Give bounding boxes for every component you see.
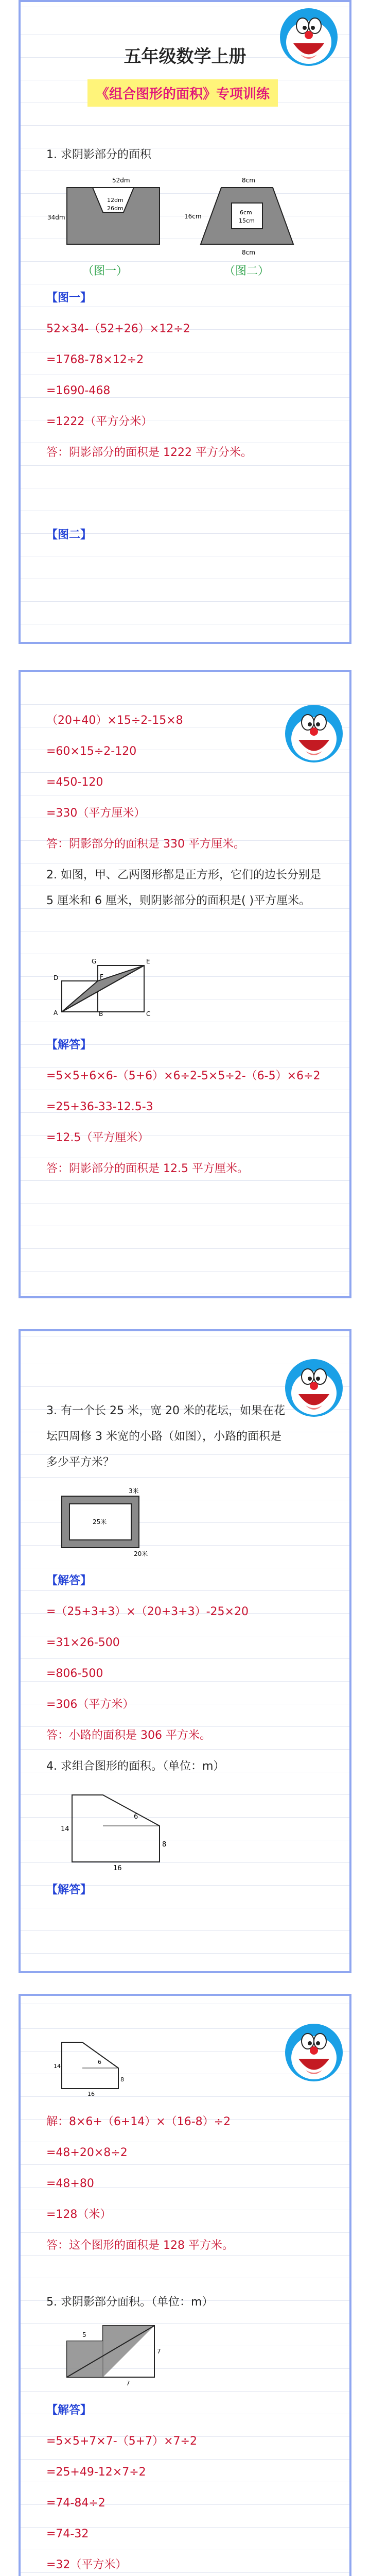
q4-label-d: 14 xyxy=(61,1825,69,1833)
q2-label-a: A xyxy=(54,1009,58,1016)
q4-step-3: =48+80 xyxy=(46,2177,94,2190)
q3-w-label: 25米 xyxy=(93,1518,107,1526)
q2-label-d: D xyxy=(54,974,59,981)
q4-figure-small xyxy=(51,2032,154,2099)
q1-step-3: =1690-468 xyxy=(46,384,111,397)
q4-step-4: =128（米） xyxy=(46,2208,112,2221)
doraemon-icon xyxy=(283,2022,345,2083)
q2-label-e: E xyxy=(146,958,150,965)
doraemon-icon xyxy=(283,703,345,765)
q3-step-2: =31×26-500 xyxy=(46,1636,120,1649)
q1-step-2: =1768-78×12÷2 xyxy=(46,353,144,366)
q3-prompt: 3. 有一个长 25 米，宽 20 米的花坛，如果在花坛四周修 3 米宽的小路（如图），小路的面积是多少平方米？ xyxy=(46,1404,285,1469)
fig2-left-label: 16cm xyxy=(184,213,202,220)
q2-step-3: =12.5（平方厘米） xyxy=(46,1131,149,1144)
q5-prompt: 5. 求阴影部分面积。（单位：m） xyxy=(46,2296,214,2309)
q1-prompt: 1. 求阴影部分的面积 xyxy=(46,148,151,161)
q4-step-1: 解：8×6+（6+14）×（16-8）÷2 xyxy=(46,2115,231,2128)
q2-figure xyxy=(51,950,170,1017)
fig2-inner-label: 15cm xyxy=(239,217,255,224)
q1-caption-2: （图二） xyxy=(224,265,270,278)
q1b-step-4: =330（平方厘米） xyxy=(46,807,146,820)
q4-label-b: 6 xyxy=(134,1813,138,1821)
page-2 xyxy=(19,670,351,1298)
q3-step-4: =306（平方米） xyxy=(46,1698,134,1711)
q1-caption-1: （图一） xyxy=(82,265,128,278)
q2-step-2: =25+36-33-12.5-3 xyxy=(46,1100,153,1113)
q2-answer: 答：阴影部分的面积是 12.5 平方厘米。 xyxy=(46,1162,249,1175)
page-1 xyxy=(19,0,351,644)
q1b-answer: 答：阴影部分的面积是 330 平方厘米。 xyxy=(46,838,245,851)
fig1-b-label: 26dm xyxy=(107,205,124,212)
q4-label-a: 8 xyxy=(162,1841,167,1849)
q2-label-b: B xyxy=(99,1010,103,1018)
q3-step-3: =806-500 xyxy=(46,1667,103,1680)
q5-step-1: =5×5+7×7-（5+7）×7÷2 xyxy=(46,2435,197,2448)
q1-answer-1: 答：阴影部分的面积是 1222 平方分米。 xyxy=(46,446,252,459)
q2-label-g: G xyxy=(92,958,97,965)
q5-figure xyxy=(57,2320,170,2398)
q1-step-1: 52×34-（52+26）×12÷2 xyxy=(46,323,190,335)
fig2-top-label: 8cm xyxy=(242,177,255,184)
q2-prompt: 2. 如图，甲、乙两图形都是正方形，它们的边长分别是 5 厘米和 6 厘米，则阴影部分的面积是( )平方厘米。 xyxy=(46,869,321,907)
q4-prompt: 4. 求组合图形的面积。（单位：m） xyxy=(46,1760,225,1773)
q4s-label-c: 16 xyxy=(87,2091,95,2097)
q1-figure-2 xyxy=(184,172,304,260)
q1b-step-2: =60×15÷2-120 xyxy=(46,745,137,758)
q5-head: 【解答】 xyxy=(46,2404,92,2417)
q3-step-1: =（25+3+3）×（20+3+3）-25×20 xyxy=(46,1605,249,1618)
q4s-label-b: 6 xyxy=(98,2059,101,2065)
q5-label-b: 7 xyxy=(126,2380,130,2387)
q5-step-3: =74-84÷2 xyxy=(46,2497,105,2510)
fig2-mid-label: 6cm xyxy=(240,209,252,216)
q2-label-c: C xyxy=(146,1010,151,1018)
fig1-a-label: 12dm xyxy=(107,197,124,204)
q3-figure xyxy=(51,1486,154,1558)
q1-head-2: 【图二】 xyxy=(46,529,92,541)
q1b-step-3: =450-120 xyxy=(46,776,103,789)
q2-step-1: =5×5+6×6-（5+6）×6÷2-5×5÷2-（6-5）×6÷2 xyxy=(46,1070,321,1082)
q3-h-label: 20米 xyxy=(134,1550,148,1557)
q2-label-f: F xyxy=(100,973,103,980)
q2-head: 【解答】 xyxy=(46,1039,92,1052)
q4-label-c: 16 xyxy=(113,1865,122,1872)
q3-head: 【解答】 xyxy=(46,1574,92,1587)
q1-step-4: =1222（平方分米） xyxy=(46,415,153,428)
q4s-label-d: 14 xyxy=(54,2063,61,2070)
page-subtitle: 《组合图形的面积》专项训练 xyxy=(87,79,278,107)
q3-answer: 答：小路的面积是 306 平方米。 xyxy=(46,1729,211,1742)
q1-figure-1 xyxy=(47,172,170,260)
q4s-label-a: 8 xyxy=(120,2076,124,2083)
q5-label-c: 7 xyxy=(157,2348,161,2355)
q5-step-5: =32（平方米） xyxy=(46,2558,127,2571)
page-4 xyxy=(19,1994,351,2576)
q4-head: 【解答】 xyxy=(46,1884,92,1896)
q1-head-1: 【图一】 xyxy=(46,292,92,304)
doraemon-icon xyxy=(278,6,340,68)
fig2-bottom-label: 8cm xyxy=(242,249,255,256)
q4-answer: 答：这个图形的面积是 128 平方米。 xyxy=(46,2239,234,2252)
q4-figure xyxy=(57,1785,175,1872)
q4-step-2: =48+20×8÷2 xyxy=(46,2146,128,2159)
q5-label-a: 5 xyxy=(82,2331,86,2338)
q5-step-4: =74-32 xyxy=(46,2528,89,2540)
q5-step-2: =25+49-12×7÷2 xyxy=(46,2466,146,2479)
q3-path-label: 3米 xyxy=(129,1487,139,1495)
fig1-top-label: 52dm xyxy=(112,177,130,184)
q1b-step-1: （20+40）×15÷2-15×8 xyxy=(46,714,183,727)
page-title: 五年级数学上册 xyxy=(124,46,246,67)
fig1-side-label: 34dm xyxy=(47,214,65,221)
doraemon-icon xyxy=(283,1357,345,1419)
page-3 xyxy=(19,1329,351,1973)
